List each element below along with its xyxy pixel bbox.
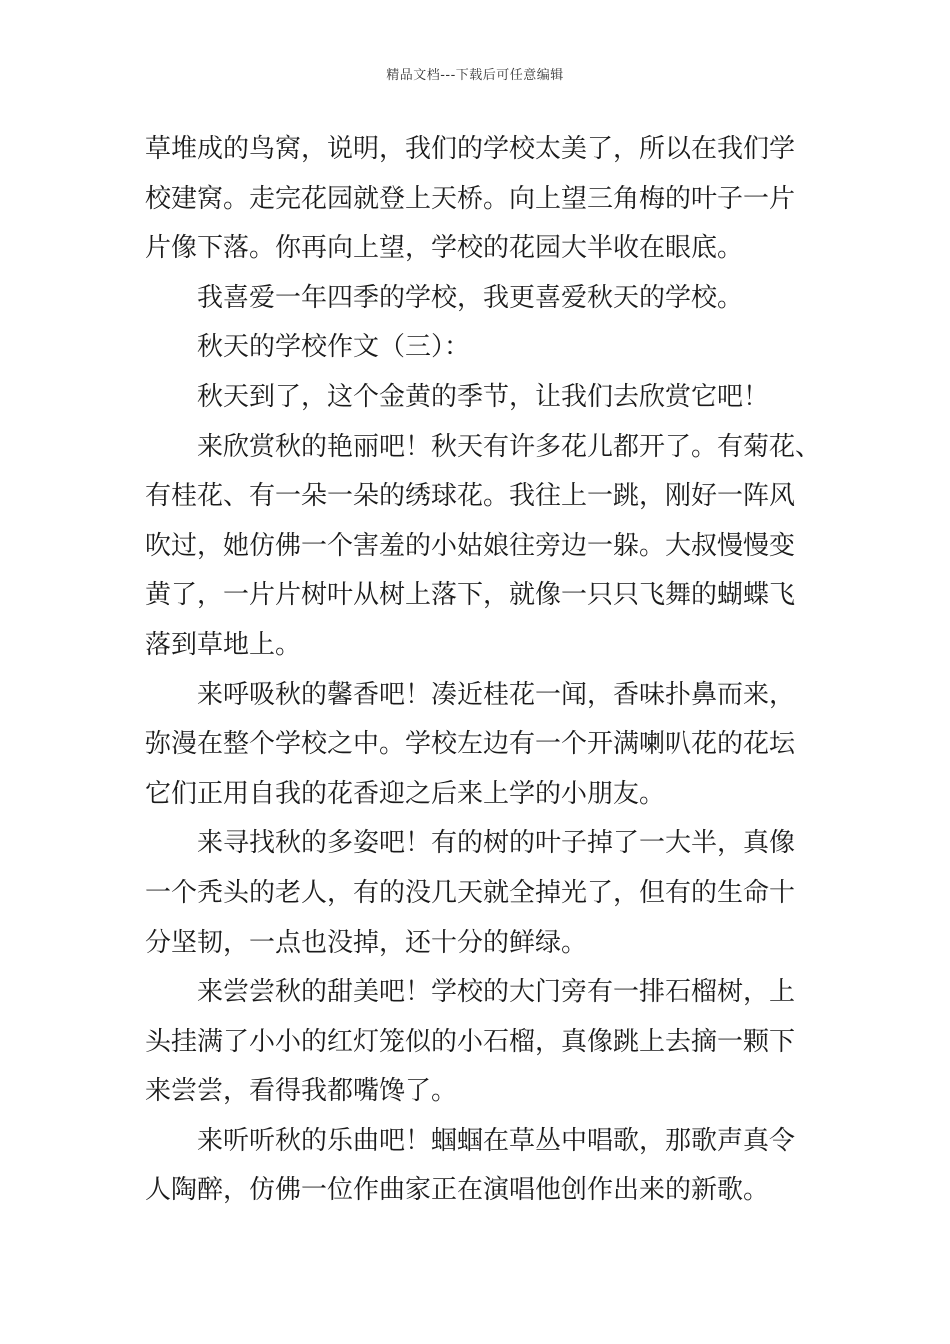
paragraph — [145, 373, 835, 423]
text-line: 草堆成的鸟窝，说明，我们的学校太美了，所以在我们学 — [145, 134, 796, 164]
text-line: 片像下落。你再向上望，学校的花园大半收在眼底。 — [145, 233, 744, 264]
text-line: 来寻找秋的多姿吧！有的树的叶子掉了一大半，真像 — [197, 828, 796, 859]
text-line: 落到草地上。 — [145, 629, 302, 660]
text-line: 秋天到了，这个金黄的季节，让我们去欣赏它吧！ — [197, 381, 770, 412]
page-header: 精品文档---下载后可任意编辑 — [386, 68, 564, 83]
paragraph — [145, 274, 835, 324]
paragraph — [145, 671, 835, 820]
paragraph — [145, 125, 835, 274]
text-line: 来尝尝秋的甜美吧！学校的大门旁有一排石榴树，上 — [197, 977, 796, 1008]
text-line: 人陶醉，仿佛一位作曲家正在演唱他创作出来的新歌。 — [145, 1175, 770, 1206]
text-line: 黄了，一片片树叶从树上落下，就像一只只飞舞的蝴蝶飞 — [145, 580, 796, 611]
paragraph — [145, 968, 835, 1117]
text-line: 它们正用自我的花香迎之后来上学的小朋友。 — [145, 778, 666, 809]
paragraph — [145, 423, 835, 671]
text-line: 分坚韧，一点也没掉，还十分的鲜绿。 — [145, 927, 588, 958]
text-line: 有桂花、有一朵一朵的绣球花。我往上一跳，刚好一阵风 — [145, 481, 796, 512]
document-body — [145, 125, 835, 1216]
section-title: 秋天的学校作文（三）： — [197, 332, 471, 363]
text-line: 头挂满了小小的红灯笼似的小石榴，真像跳上去摘一颗下 — [145, 1026, 796, 1057]
text-line: 我喜爱一年四季的学校，我更喜爱秋天的学校。 — [197, 282, 744, 313]
paragraph-heading — [145, 323, 835, 373]
text-line: 吹过，她仿佛一个害羞的小姑娘往旁边一躲。大叔慢慢变 — [145, 530, 796, 561]
text-line: 弥漫在整个学校之中。学校左边有一个开满喇叭花的花坛 — [145, 729, 796, 760]
text-line: 来听听秋的乐曲吧！蝈蝈在草丛中唱歌，那歌声真令 — [197, 1125, 796, 1156]
text-line: 来呼吸秋的馨香吧！凑近桂花一闻，香味扑鼻而来， — [197, 679, 796, 710]
text-line: 来欣赏秋的艳丽吧！秋天有许多花儿都开了。有菊花、 — [197, 431, 822, 462]
paragraph — [145, 1117, 835, 1216]
text-line: 来尝尝，看得我都嘴馋了。 — [145, 1076, 458, 1107]
paragraph — [145, 819, 835, 968]
text-line: 校建窝。走完花园就登上天桥。向上望三角梅的叶子一片 — [145, 183, 796, 214]
text-line: 一个秃头的老人，有的没几天就全掉光了，但有的生命十 — [145, 877, 796, 908]
